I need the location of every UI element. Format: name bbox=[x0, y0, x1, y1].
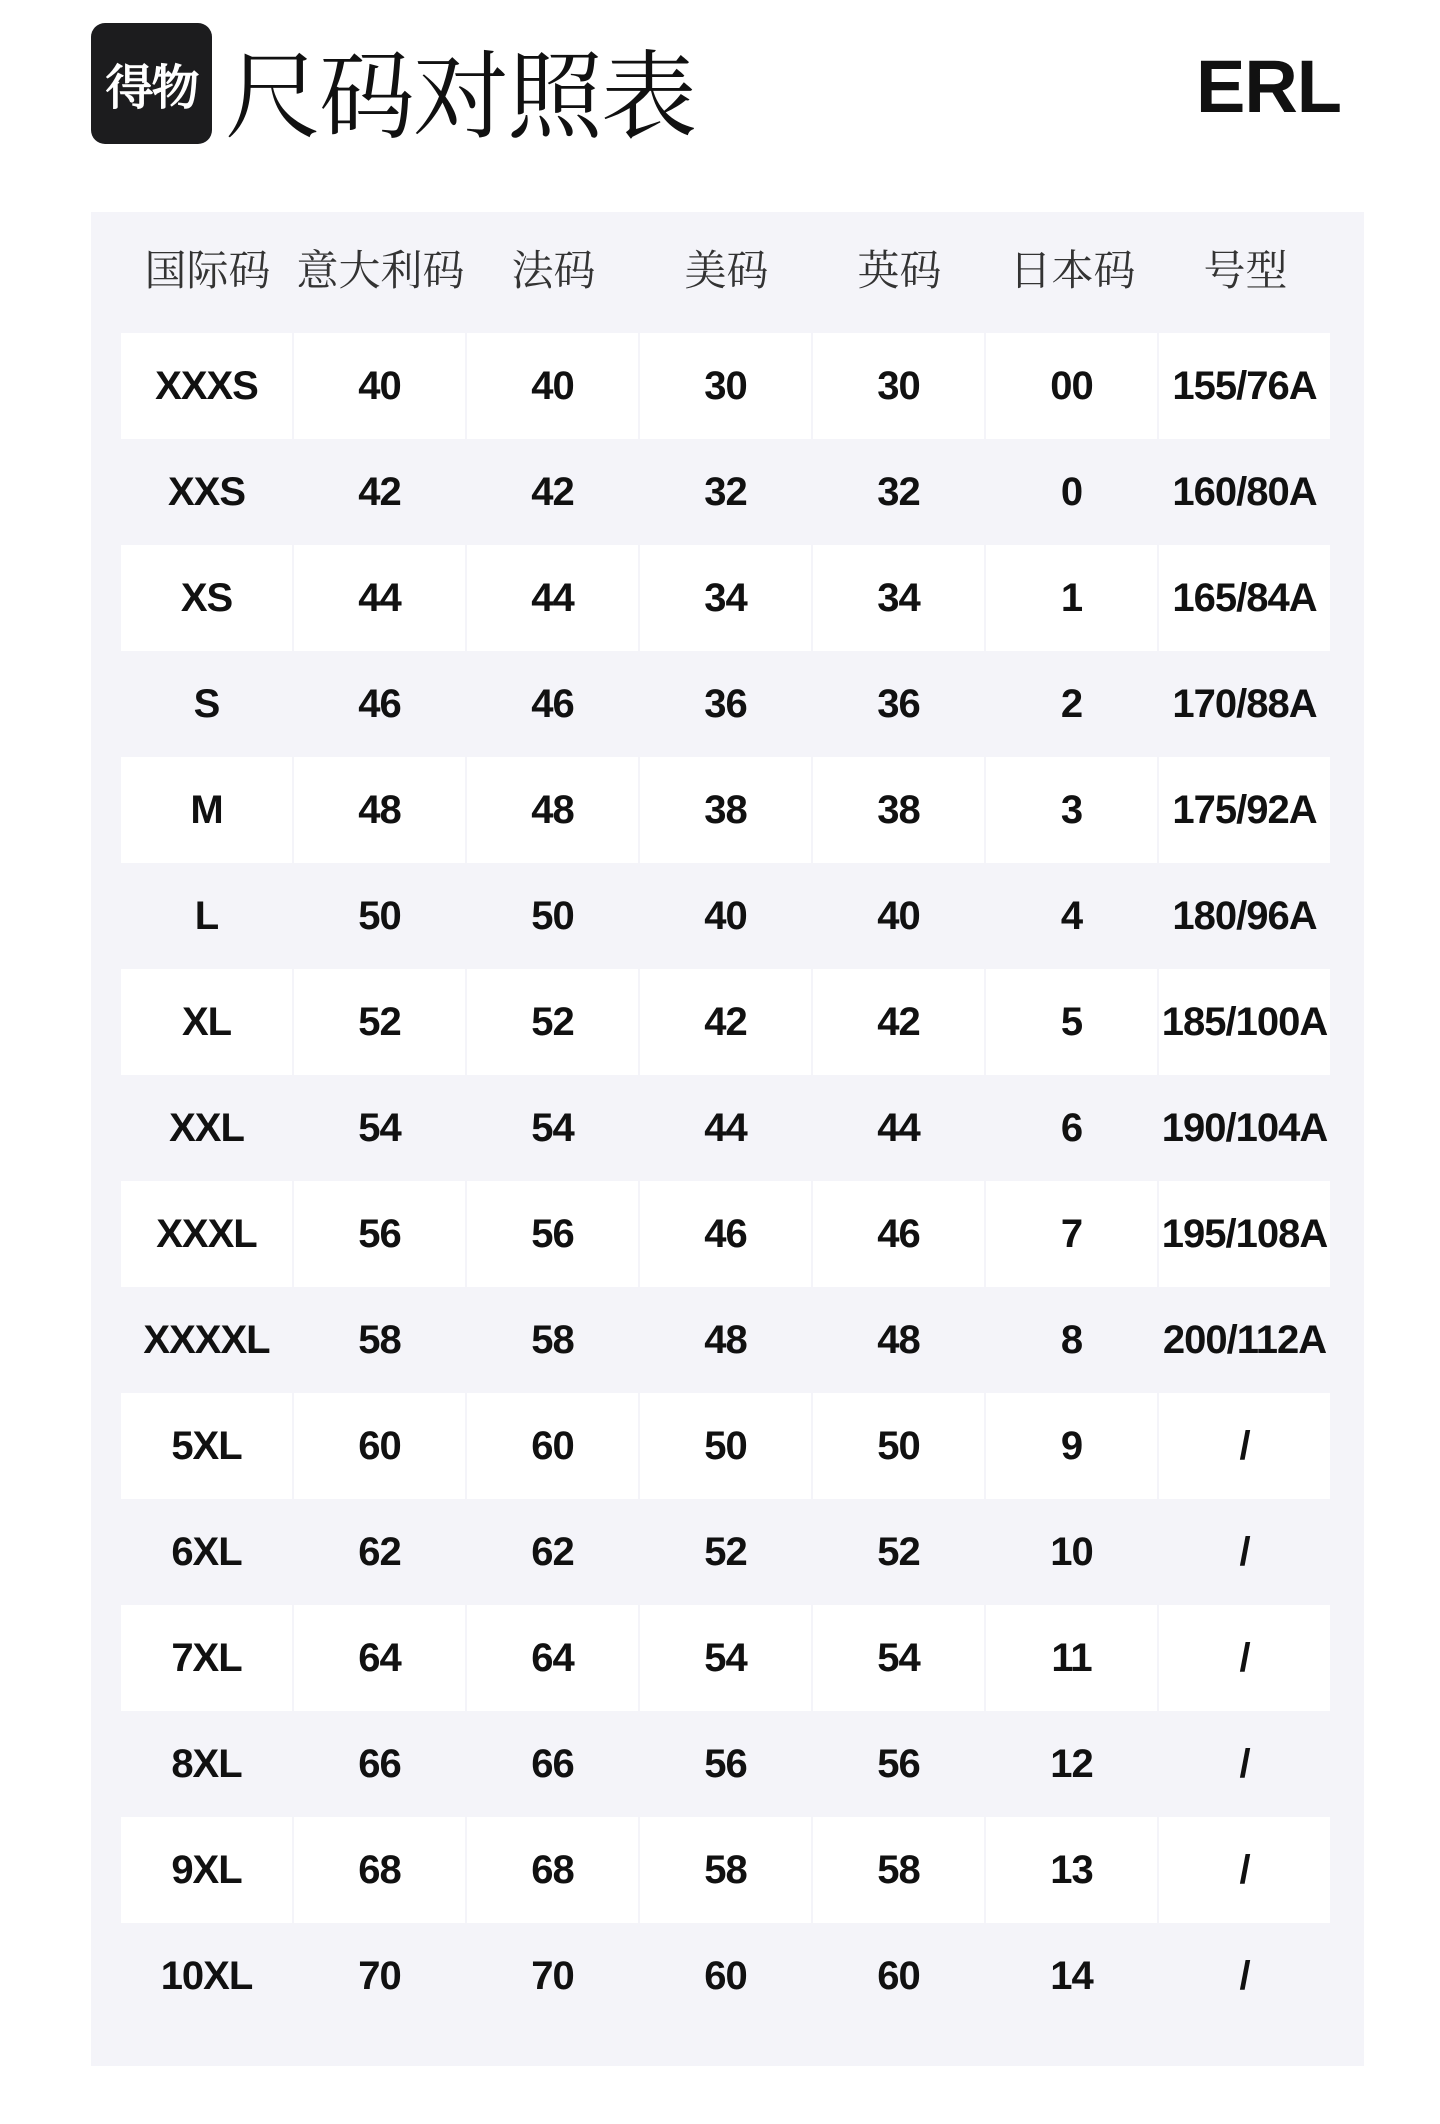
cell-italian: 52 bbox=[294, 969, 465, 1075]
cell-japan: 10 bbox=[1050, 1529, 1093, 1574]
cell-us: 38 bbox=[640, 757, 811, 863]
cell-us: 40 bbox=[704, 893, 747, 938]
cell-japan: 0 bbox=[1060, 469, 1083, 514]
cell-chinese-size: / bbox=[1159, 1393, 1330, 1499]
table-row bbox=[121, 757, 1330, 863]
cell-international: 6XL bbox=[171, 1529, 242, 1574]
cell-us: 60 bbox=[704, 1953, 747, 1998]
table-row bbox=[121, 1393, 1330, 1499]
column-header-international: 国际码 bbox=[144, 246, 271, 295]
cell-french: 48 bbox=[467, 757, 638, 863]
cell-us: 56 bbox=[704, 1741, 747, 1786]
cell-chinese-size: 175/92A bbox=[1159, 757, 1330, 863]
table-row bbox=[121, 1923, 1330, 2029]
cell-international: S bbox=[193, 681, 220, 726]
table-row bbox=[121, 863, 1330, 969]
cell-chinese-size: / bbox=[1239, 1953, 1250, 1998]
cell-japan: 2 bbox=[1060, 681, 1083, 726]
cell-italian: 46 bbox=[358, 681, 401, 726]
cell-french: 68 bbox=[467, 1817, 638, 1923]
cell-international: XXS bbox=[167, 469, 246, 514]
cell-international: XS bbox=[121, 545, 292, 651]
cell-french: 54 bbox=[531, 1105, 574, 1150]
cell-italian: 56 bbox=[294, 1181, 465, 1287]
page-title: 尺码对照表 bbox=[225, 41, 695, 153]
cell-french: 66 bbox=[531, 1741, 574, 1786]
table-row bbox=[121, 1181, 1330, 1287]
cell-japan: 00 bbox=[986, 333, 1157, 439]
cell-japan: 8 bbox=[1060, 1317, 1083, 1362]
column-header-italian: 意大利码 bbox=[296, 246, 465, 295]
table-row bbox=[121, 969, 1330, 1075]
cell-international: 7XL bbox=[121, 1605, 292, 1711]
cell-french: 44 bbox=[467, 545, 638, 651]
table-row bbox=[121, 333, 1330, 439]
app-logo bbox=[91, 23, 212, 144]
cell-chinese-size: 195/108A bbox=[1159, 1181, 1330, 1287]
cell-international: 9XL bbox=[121, 1817, 292, 1923]
cell-italian: 50 bbox=[358, 893, 401, 938]
cell-uk: 46 bbox=[813, 1181, 984, 1287]
cell-italian: 62 bbox=[358, 1529, 401, 1574]
cell-uk: 34 bbox=[813, 545, 984, 651]
column-header-us: 美码 bbox=[684, 246, 769, 295]
cell-italian: 70 bbox=[358, 1953, 401, 1998]
cell-us: 50 bbox=[640, 1393, 811, 1499]
cell-uk: 48 bbox=[877, 1317, 920, 1362]
cell-french: 50 bbox=[531, 893, 574, 938]
cell-italian: 40 bbox=[294, 333, 465, 439]
cell-us: 44 bbox=[704, 1105, 747, 1150]
cell-japan: 6 bbox=[1060, 1105, 1083, 1150]
cell-french: 40 bbox=[467, 333, 638, 439]
table-row bbox=[121, 1287, 1330, 1393]
cell-french: 70 bbox=[531, 1953, 574, 1998]
cell-french: 56 bbox=[467, 1181, 638, 1287]
cell-french: 62 bbox=[531, 1529, 574, 1574]
cell-italian: 54 bbox=[358, 1105, 401, 1150]
cell-chinese-size: 160/80A bbox=[1172, 469, 1317, 514]
cell-us: 30 bbox=[640, 333, 811, 439]
logo-text: 得物 bbox=[105, 60, 198, 116]
size-table-body bbox=[121, 333, 1330, 2029]
column-header-uk: 英码 bbox=[857, 246, 942, 295]
cell-chinese-size: 200/112A bbox=[1162, 1317, 1327, 1362]
cell-chinese-size: 155/76A bbox=[1159, 333, 1330, 439]
table-header bbox=[121, 236, 1330, 306]
cell-international: XXL bbox=[169, 1105, 244, 1150]
cell-uk: 38 bbox=[813, 757, 984, 863]
cell-us: 36 bbox=[704, 681, 747, 726]
cell-chinese-size: 180/96A bbox=[1172, 893, 1317, 938]
cell-japan: 13 bbox=[986, 1817, 1157, 1923]
brand-name: ERL bbox=[1196, 45, 1341, 128]
cell-japan: 3 bbox=[986, 757, 1157, 863]
cell-international: XL bbox=[121, 969, 292, 1075]
cell-chinese-size: 165/84A bbox=[1159, 545, 1330, 651]
cell-japan: 9 bbox=[986, 1393, 1157, 1499]
column-header-french: 法码 bbox=[511, 246, 596, 295]
cell-french: 46 bbox=[531, 681, 574, 726]
cell-us: 34 bbox=[640, 545, 811, 651]
cell-international: M bbox=[121, 757, 292, 863]
cell-french: 42 bbox=[531, 469, 574, 514]
cell-uk: 36 bbox=[877, 681, 920, 726]
cell-international: XXXXL bbox=[143, 1317, 270, 1362]
cell-japan: 14 bbox=[1050, 1953, 1093, 1998]
cell-international: XXXS bbox=[121, 333, 292, 439]
cell-italian: 58 bbox=[358, 1317, 401, 1362]
cell-uk: 58 bbox=[813, 1817, 984, 1923]
cell-uk: 54 bbox=[813, 1605, 984, 1711]
table-row bbox=[121, 1711, 1330, 1817]
cell-international: 5XL bbox=[121, 1393, 292, 1499]
cell-international: 10XL bbox=[160, 1953, 253, 1998]
cell-us: 48 bbox=[704, 1317, 747, 1362]
table-row bbox=[121, 1817, 1330, 1923]
cell-italian: 44 bbox=[294, 545, 465, 651]
table-row bbox=[121, 651, 1330, 757]
cell-international: XXXL bbox=[121, 1181, 292, 1287]
cell-japan: 7 bbox=[986, 1181, 1157, 1287]
cell-international: L bbox=[194, 893, 219, 938]
column-header-chinese-size: 号型 bbox=[1203, 246, 1288, 295]
cell-italian: 68 bbox=[294, 1817, 465, 1923]
cell-italian: 48 bbox=[294, 757, 465, 863]
table-row bbox=[121, 1605, 1330, 1711]
table-row bbox=[121, 545, 1330, 651]
cell-japan: 1 bbox=[986, 545, 1157, 651]
cell-chinese-size: 170/88A bbox=[1172, 681, 1317, 726]
cell-us: 42 bbox=[640, 969, 811, 1075]
cell-japan: 4 bbox=[1060, 893, 1083, 938]
cell-italian: 60 bbox=[294, 1393, 465, 1499]
table-row bbox=[121, 1075, 1330, 1181]
cell-us: 54 bbox=[640, 1605, 811, 1711]
cell-uk: 50 bbox=[813, 1393, 984, 1499]
cell-japan: 5 bbox=[986, 969, 1157, 1075]
table-row bbox=[121, 439, 1330, 545]
cell-chinese-size: / bbox=[1239, 1741, 1250, 1786]
cell-chinese-size: 190/104A bbox=[1161, 1105, 1328, 1150]
cell-uk: 56 bbox=[877, 1741, 920, 1786]
cell-us: 46 bbox=[640, 1181, 811, 1287]
cell-uk: 44 bbox=[877, 1105, 920, 1150]
cell-italian: 66 bbox=[358, 1741, 401, 1786]
cell-us: 32 bbox=[704, 469, 747, 514]
cell-uk: 60 bbox=[877, 1953, 920, 1998]
cell-chinese-size: 185/100A bbox=[1159, 969, 1330, 1075]
cell-us: 58 bbox=[640, 1817, 811, 1923]
cell-french: 52 bbox=[467, 969, 638, 1075]
cell-uk: 40 bbox=[877, 893, 920, 938]
cell-uk: 30 bbox=[813, 333, 984, 439]
cell-uk: 52 bbox=[877, 1529, 920, 1574]
cell-japan: 12 bbox=[1050, 1741, 1093, 1786]
cell-international: 8XL bbox=[171, 1741, 242, 1786]
table-row bbox=[121, 1499, 1330, 1605]
cell-uk: 32 bbox=[877, 469, 920, 514]
cell-italian: 42 bbox=[358, 469, 401, 514]
cell-french: 60 bbox=[467, 1393, 638, 1499]
cell-french: 64 bbox=[467, 1605, 638, 1711]
cell-french: 58 bbox=[531, 1317, 574, 1362]
cell-chinese-size: / bbox=[1159, 1817, 1330, 1923]
cell-chinese-size: / bbox=[1159, 1605, 1330, 1711]
cell-us: 52 bbox=[704, 1529, 747, 1574]
cell-uk: 42 bbox=[813, 969, 984, 1075]
column-header-japan: 日本码 bbox=[1009, 246, 1136, 295]
cell-japan: 11 bbox=[986, 1605, 1157, 1711]
cell-italian: 64 bbox=[294, 1605, 465, 1711]
cell-chinese-size: / bbox=[1239, 1529, 1250, 1574]
